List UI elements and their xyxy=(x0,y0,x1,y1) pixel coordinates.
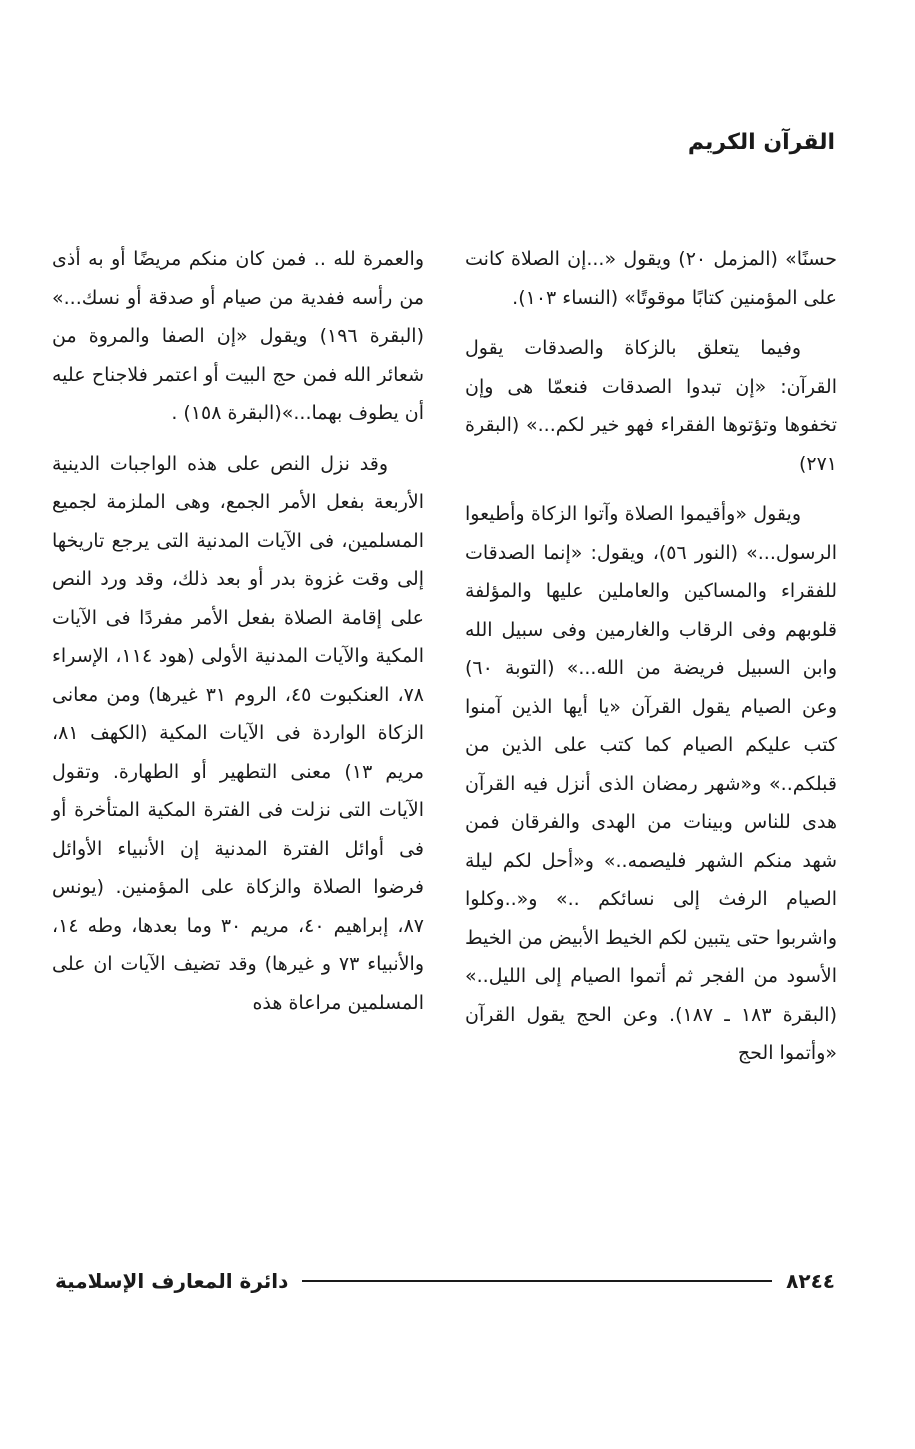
page-footer xyxy=(55,1263,835,1299)
paragraph: ويقول «وأقيموا الصلاة وآتوا الزكاة وأطيعوا الرسول...» (النور ٥٦)، ويقول: «إنما الصدقات للفقراء والمساكين والعاملين عليها والمؤلفة قلوبهم وفى الرقاب والغارمين وفى سبيل الله وابن السبيل فريضة من الله...» (التوبة ٦٠) وعن الصيام يقول القرآن «يا أيها الذين آمنوا كتب عليكم الصيام كما كتب على الذين من قبلكم..» و«شهر رمضان الذى أنزل فيه القرآن هدى للناس وبينات من الهدى والفرقان فمن شهد منكم الشهر فليصمه..» و«أحل لكم ليلة الصيام الرفث إلى نسائكم ..» و«..وكلوا واشربوا حتى يتبين لكم الخيط الأبيض من الخيط الأسود من الفجر ثم أتموا الصيام إلى الليل..» (البقرة ١٨٣ ـ ١٨٧). وعن الحج يقول القرآن «وأتموا الحج xyxy=(465,503,837,1064)
paragraph: وفيما يتعلق بالزكاة والصدقات يقول القرآن: «إن تبدوا الصدقات فنعمّا هى وإن تخفوها وتؤتوها الفقراء فهو خير لكم...» (البقرة ٢٧١) xyxy=(465,337,837,475)
running-head: القرآن الكريم xyxy=(687,130,835,155)
left-column xyxy=(52,240,424,1034)
paragraph: والعمرة لله .. فمن كان منكم مريضًا أو به أذى من رأسه ففدية من صيام أو صدقة أو نسك...» (البقرة ١٩٦) ويقول «إن الصفا والمروة من شعائر الله فمن حج البيت أو اعتمر فلاجناح عليه أن يطوف بهما...»(البقرة ١٥٨) . xyxy=(52,248,424,424)
page-number: ٨٢٤٤ xyxy=(786,1269,835,1293)
right-column xyxy=(465,240,837,1085)
paragraph: حسنًا» (المزمل ٢٠) ويقول «...إن الصلاة كانت على المؤمنين كتابًا موقوتًا» (النساء ١٠٣). xyxy=(465,248,838,309)
paragraph: وقد نزل النص على هذه الواجبات الدينية الأربعة بفعل الأمر الجمع، وهى الملزمة لجميع المسلمين، فى الآيات المدنية التى يرجع تاريخها إلى وقت غزوة بدر أو بعد ذلك، وقد ورد النص على إقامة الصلاة بفعل الأمر مفردًا فى الآيات المكية والآيات المدنية الأولى (هود ١١٤، الإسراء ٧٨، العنكبوت ٤٥، الروم ٣١ غيرها) ومن معانى الزكاة الواردة فى الآيات المكية (الكهف ٨١، مريم ١٣) معنى التطهير أو الطهارة. وتقول الآيات التى نزلت فى الفترة المكية المتأخرة أو فى أوائل الفترة المدنية إن الأنبياء الأوائل فرضوا الصلاة والزكاة على المؤمنين. (يونس ٨٧، إبراهيم ٤٠، مريم ٣٠ وما بعدها، وطه ١٤، والأنبياء ٧٣ و غيرها) وقد تضيف الآيات ان على المسلمين مراعاة هذه xyxy=(52,452,425,1014)
publication-title: دائرة المعارف الإسلامية xyxy=(55,1269,289,1293)
footer-rule xyxy=(302,1280,772,1282)
